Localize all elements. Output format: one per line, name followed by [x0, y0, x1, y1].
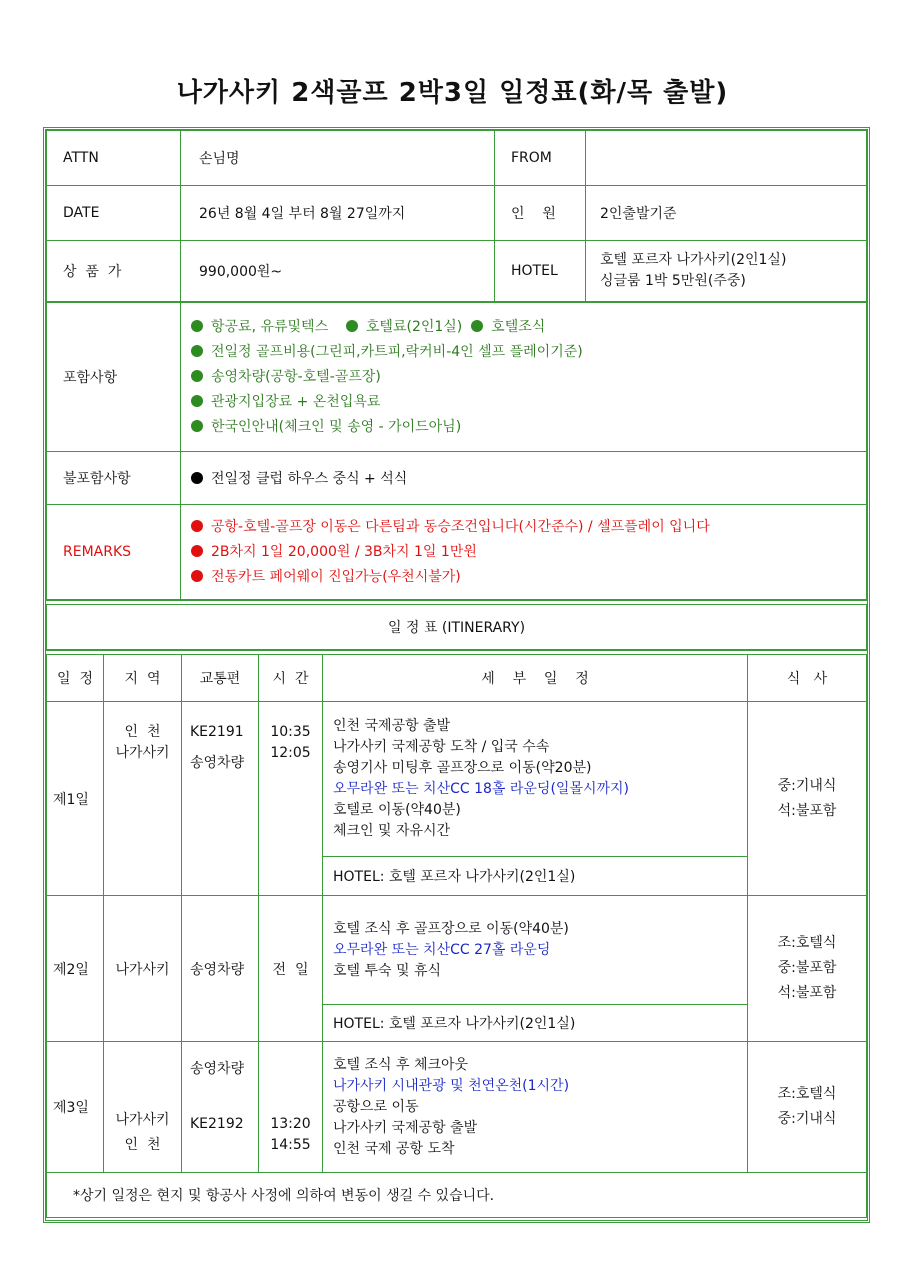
- day3-flight: KE2192: [190, 1116, 244, 1132]
- day1-label: 제1일: [47, 702, 104, 896]
- bullet-icon: [191, 370, 203, 382]
- itinerary-header-row: [47, 655, 867, 702]
- day1-hotel: HOTEL: 호텔 포르자 나가사키(2인1실): [323, 857, 748, 896]
- people-value: 2인출발기준: [586, 186, 867, 241]
- header-meal: 식 사: [748, 655, 867, 702]
- header-transport: 교통편: [182, 655, 259, 702]
- page-title: 나가사키 2색골프 2박3일 일정표(화/목 출발): [176, 78, 729, 108]
- day3-shuttle: 송영차량: [190, 1061, 245, 1077]
- info-row-date: [47, 186, 867, 241]
- price-label: 상 품 가: [47, 241, 181, 302]
- day3-meal: 조:호텔식: [777, 1086, 837, 1102]
- header-detail: 세 부 일 정: [323, 655, 748, 702]
- info-row-price: [47, 241, 867, 302]
- remarks-row: [47, 505, 867, 600]
- day2-label: 제2일: [47, 896, 104, 1042]
- day3-label: 제3일: [47, 1042, 104, 1173]
- day1-detail: 호텔로 이동(약40분): [333, 802, 461, 818]
- day3-region-from: 나가사키: [115, 1112, 170, 1128]
- day1-detail: 송영기사 미팅후 골프장으로 이동(약20분): [333, 760, 592, 776]
- itinerary-row-day3: [47, 1042, 867, 1173]
- day2-hotel: HOTEL: 호텔 포르자 나가사키(2인1실): [323, 1005, 748, 1042]
- day2-meal: 중:불포함: [777, 960, 837, 976]
- bullet-icon: [346, 320, 358, 332]
- day3-detail: 공항으로 이동: [333, 1098, 419, 1115]
- day1-detail-golf: 오무라완 또는 치산CC 18홀 라운딩(일몰시까지): [333, 781, 629, 797]
- included-item: 한국인안내(체크인 및 송영 - 가이드아님): [211, 418, 462, 435]
- itinerary-row-day1: [47, 702, 867, 857]
- day2-detail: 호텔 조식 후 골프장으로 이동(약40분): [333, 920, 569, 937]
- bullet-icon: [191, 420, 203, 432]
- footer-row: [47, 1173, 867, 1218]
- header-day: 일 정: [47, 655, 104, 702]
- day3-arrive-time: 14:55: [270, 1137, 311, 1153]
- info-row-attn: [47, 131, 867, 186]
- bullet-icon: [471, 320, 483, 332]
- price-value: 990,000원~: [181, 241, 495, 302]
- from-value: [586, 131, 867, 186]
- schedule-frame: [43, 127, 870, 1223]
- included-item: 송영차량(공항-호텔-골프장): [211, 368, 381, 385]
- date-value: 26년 8월 4일 부터 8월 27일까지: [181, 186, 495, 241]
- day3-depart-time: 13:20: [270, 1116, 311, 1132]
- included-item: 전일정 골프비용(그린피,카트피,락커비-4인 셀프 플레이기준): [211, 343, 583, 360]
- itinerary-row-day2: [47, 896, 867, 1005]
- hotel-name: 호텔 포르자 나가사키(2인1실): [600, 252, 787, 268]
- included-item: 관광지입장료 + 온천입욕료: [211, 393, 381, 410]
- included-item: 항공료, 유류및텍스: [211, 318, 329, 335]
- day2-detail: 호텔 투숙 및 휴식: [333, 962, 442, 979]
- included-item: 호텔조식: [491, 318, 546, 335]
- from-label: FROM: [495, 131, 586, 186]
- remarks-item: 2B차지 1일 20,000원 / 3B차지 1일 1만원: [211, 543, 477, 560]
- attn-label: ATTN: [47, 131, 181, 186]
- day1-detail: 체크인 및 자유시간: [333, 823, 451, 839]
- bullet-icon: [191, 345, 203, 357]
- day2-transport: 송영차량: [182, 896, 259, 1042]
- itinerary-title: 일 정 표 (ITINERARY): [47, 605, 867, 650]
- day3-detail: 인천 국제 공항 도착: [333, 1140, 455, 1157]
- bullet-icon: [191, 320, 203, 332]
- bullet-icon: [191, 520, 203, 532]
- day3-detail: 호텔 조식 후 체크아웃: [333, 1056, 469, 1073]
- header-region: 지 역: [104, 655, 182, 702]
- itinerary-title-table: [46, 604, 867, 650]
- bullet-icon: [191, 395, 203, 407]
- footer-note: *상기 일정은 현지 및 항공사 사정에 의하여 변동이 생길 수 있습니다.: [47, 1173, 867, 1218]
- info-table: [46, 130, 867, 302]
- hotel-single-room: 싱글룸 1박 5만원(주중): [600, 273, 746, 289]
- remarks-item: 전동카트 페어웨이 진입가능(우천시불가): [211, 568, 461, 585]
- excluded-item: 전일정 클럽 하우스 중식 + 석식: [211, 471, 408, 487]
- people-label: 인 원: [495, 186, 586, 241]
- day1-detail: 인천 국제공항 출발: [333, 718, 451, 734]
- bullet-icon: [191, 472, 203, 484]
- day1-detail: 나가사키 국제공항 도착 / 입국 수속: [333, 739, 550, 755]
- conditions-table: [46, 302, 867, 600]
- day2-detail-golf: 오무라완 또는 치산CC 27홀 라운딩: [333, 941, 551, 958]
- day3-region-to: 인 천: [124, 1137, 161, 1153]
- day2-meal: 조:호텔식: [777, 935, 837, 951]
- excluded-label: 불포함사항: [47, 452, 181, 505]
- day3-detail-tour: 나가사키 시내관광 및 천연온천(1시간): [333, 1077, 570, 1094]
- itinerary-table: [46, 654, 867, 1218]
- hotel-label: HOTEL: [495, 241, 586, 302]
- day1-shuttle: 송영차량: [190, 755, 245, 771]
- date-label: DATE: [47, 186, 181, 241]
- remarks-label: REMARKS: [47, 505, 181, 600]
- excluded-row: [47, 452, 867, 505]
- bullet-icon: [191, 570, 203, 582]
- included-row: [47, 303, 867, 452]
- day2-meal: 석:불포함: [777, 985, 837, 1001]
- day1-region-to: 나가사키: [115, 745, 170, 761]
- day3-detail: 나가사키 국제공항 출발: [333, 1119, 478, 1136]
- header-time: 시 간: [259, 655, 323, 702]
- remarks-item: 공항-호텔-골프장 이동은 다른팀과 동승조건입니다(시간준수) / 셀프플레이 입니다: [211, 518, 710, 535]
- day1-meal: 석:불포함: [777, 802, 837, 819]
- day1-region-from: 인 천: [124, 724, 161, 740]
- included-item: 호텔료(2인1실): [365, 318, 463, 335]
- attn-value: 손님명: [181, 131, 495, 186]
- day1-depart-time: 10:35: [270, 724, 311, 740]
- day1-arrive-time: 12:05: [270, 745, 311, 761]
- bullet-icon: [191, 545, 203, 557]
- day1-meal: 중:기내식: [777, 777, 837, 794]
- day2-region: 나가사키: [104, 896, 182, 1042]
- day2-time: 전 일: [259, 896, 323, 1042]
- day1-flight: KE2191: [190, 724, 244, 740]
- included-label: 포함사항: [47, 303, 181, 452]
- day3-meal: 중:기내식: [777, 1111, 837, 1127]
